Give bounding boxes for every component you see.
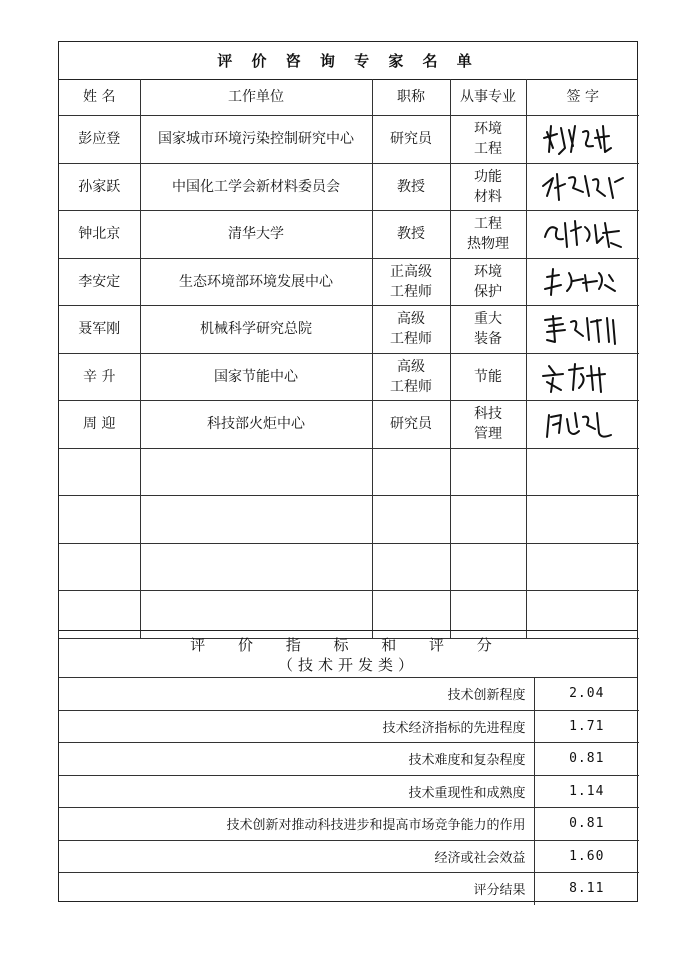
expert-field-line: 重大 (474, 311, 502, 328)
expert-unit: 机械科学研究总院 (140, 306, 372, 354)
expert-field-line: 热物理 (467, 236, 509, 253)
handwritten-signature (539, 356, 627, 398)
expert-rank (372, 258, 450, 306)
expert-field-line: 环境 (474, 263, 502, 280)
header-unit: 工作单位 (140, 79, 372, 116)
score-label: 经济或社会效益 (59, 840, 534, 873)
empty-cell (140, 543, 372, 591)
score-label: 技术创新程度 (59, 678, 534, 710)
score-value: 0.81 (534, 743, 639, 776)
score-row (59, 678, 639, 710)
header-field: 从事专业 (450, 79, 526, 116)
handwritten-signature (539, 403, 627, 445)
scoring-heading: 评 价 指 标 和 评 分 (190, 636, 506, 654)
score-label: 评分结果 (59, 873, 534, 905)
signature-cell (526, 116, 639, 164)
expert-name: 李安定 (59, 258, 140, 306)
score-table (59, 678, 639, 905)
expert-name: 辛 升 (59, 353, 140, 401)
expert-field-line: 工程 (474, 216, 502, 233)
signature-stroke (545, 221, 621, 247)
score-label: 技术重现性和成熟度 (59, 775, 534, 808)
expert-unit: 中国化工学会新材料委员会 (140, 163, 372, 211)
expert-field (450, 353, 526, 401)
expert-field-line: 科技 (474, 406, 502, 423)
expert-rank-line: 工程师 (390, 331, 432, 348)
expert-rank-line: 教授 (397, 178, 425, 195)
expert-unit: 国家城市环境污染控制研究中心 (140, 116, 372, 164)
expert-field-line: 保护 (474, 283, 502, 300)
expert-rank-line: 高级 (397, 358, 425, 375)
scoring-heading-block (59, 630, 637, 678)
signature-cell (526, 163, 639, 211)
score-row (59, 743, 639, 776)
score-value: 1.71 (534, 710, 639, 743)
expert-name: 周 迎 (59, 401, 140, 449)
expert-rank (372, 116, 450, 164)
empty-cell (140, 496, 372, 544)
expert-name: 彭应登 (59, 116, 140, 164)
expert-field (450, 211, 526, 259)
signature-cell (526, 306, 639, 354)
expert-rank (372, 306, 450, 354)
empty-row (59, 496, 639, 544)
expert-name: 孙家跃 (59, 163, 140, 211)
empty-cell (372, 543, 450, 591)
expert-rank (372, 401, 450, 449)
expert-rank (372, 353, 450, 401)
expert-rank-line: 教授 (397, 226, 425, 243)
expert-unit: 科技部火炬中心 (140, 401, 372, 449)
expert-table-header (59, 79, 639, 116)
expert-rank (372, 163, 450, 211)
signature-stroke (545, 269, 615, 295)
expert-field-line: 环境 (474, 121, 502, 138)
empty-cell (372, 496, 450, 544)
score-value: 0.81 (534, 808, 639, 841)
empty-cell (526, 543, 639, 591)
handwritten-signature (539, 261, 627, 303)
expert-unit: 生态环境部环境发展中心 (140, 258, 372, 306)
score-label: 技术创新对推动科技进步和提高市场竞争能力的作用 (59, 808, 534, 841)
expert-row (59, 401, 639, 449)
form-title: 评 价 咨 询 专 家 名 单 (59, 42, 637, 80)
expert-field-line: 功能 (474, 168, 502, 185)
expert-field (450, 163, 526, 211)
score-row (59, 873, 639, 905)
header-signature: 签 字 (526, 79, 639, 116)
signature-cell (526, 401, 639, 449)
signature-cell (526, 258, 639, 306)
expert-field-line: 工程 (474, 141, 502, 158)
handwritten-signature (539, 118, 627, 160)
signature-stroke (547, 413, 611, 437)
score-value: 1.14 (534, 775, 639, 808)
expert-name: 钟北京 (59, 211, 140, 259)
empty-row (59, 448, 639, 496)
expert-row (59, 306, 639, 354)
score-row (59, 840, 639, 873)
empty-cell (526, 496, 639, 544)
expert-rank-line: 工程师 (390, 378, 432, 395)
expert-rank-line: 正高级 (390, 263, 432, 280)
signature-stroke (544, 126, 611, 154)
signature-cell (526, 353, 639, 401)
expert-field (450, 258, 526, 306)
empty-cell (140, 448, 372, 496)
expert-row (59, 116, 639, 164)
handwritten-signature (539, 213, 627, 255)
score-row (59, 710, 639, 743)
expert-evaluation-form (58, 41, 638, 902)
signature-cell (526, 211, 639, 259)
expert-rank-line: 工程师 (390, 283, 432, 300)
expert-unit: 清华大学 (140, 211, 372, 259)
expert-rank-line: 高级 (397, 311, 425, 328)
signature-stroke (545, 316, 615, 344)
expert-table (59, 79, 639, 639)
expert-name: 聂军刚 (59, 306, 140, 354)
expert-field (450, 306, 526, 354)
empty-cell (59, 543, 140, 591)
expert-rank (372, 211, 450, 259)
scoring-subheading: （技术开发类） (277, 656, 418, 674)
expert-field (450, 116, 526, 164)
empty-cell (450, 496, 526, 544)
score-row (59, 808, 639, 841)
score-label: 技术经济指标的先进程度 (59, 710, 534, 743)
signature-stroke (543, 364, 605, 392)
expert-field (450, 401, 526, 449)
expert-field-line: 节能 (474, 368, 502, 385)
empty-cell (59, 496, 140, 544)
score-value: 2.04 (534, 678, 639, 710)
expert-field-line: 管理 (474, 426, 502, 443)
expert-field-line: 材料 (474, 188, 502, 205)
expert-field-line: 装备 (474, 331, 502, 348)
empty-row (59, 543, 639, 591)
expert-row (59, 353, 639, 401)
empty-cell (526, 448, 639, 496)
expert-row (59, 211, 639, 259)
expert-rank-line: 研究员 (390, 416, 432, 433)
handwritten-signature (539, 166, 627, 208)
handwritten-signature (539, 308, 627, 350)
header-rank: 职称 (372, 79, 450, 116)
empty-cell (450, 448, 526, 496)
expert-row (59, 258, 639, 306)
signature-stroke (543, 174, 623, 200)
score-value: 1.60 (534, 840, 639, 873)
empty-cell (450, 543, 526, 591)
expert-rank-line: 研究员 (390, 131, 432, 148)
empty-cell (372, 448, 450, 496)
score-label: 技术难度和复杂程度 (59, 743, 534, 776)
score-row (59, 775, 639, 808)
header-name: 姓 名 (59, 79, 140, 116)
empty-cell (59, 448, 140, 496)
score-value: 8.11 (534, 873, 639, 905)
expert-row (59, 163, 639, 211)
expert-unit: 国家节能中心 (140, 353, 372, 401)
